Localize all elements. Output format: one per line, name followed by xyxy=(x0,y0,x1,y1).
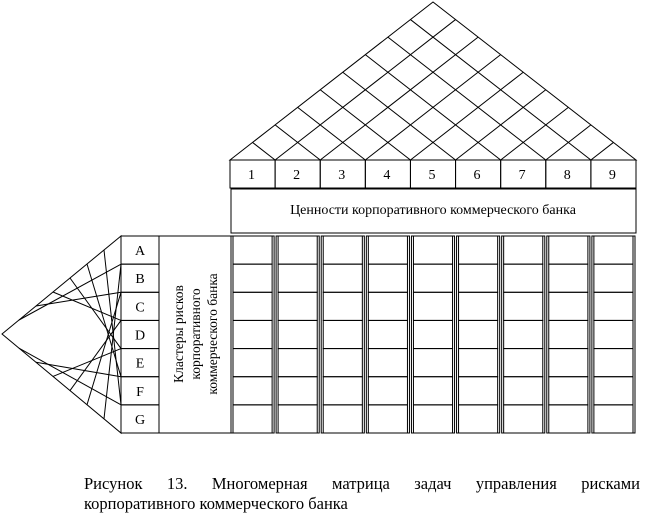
value-column-number: 7 xyxy=(518,168,526,183)
matrix-cell xyxy=(504,349,543,377)
matrix-cell xyxy=(459,377,498,405)
matrix-column-frame xyxy=(321,236,364,433)
left-roof-grid-line xyxy=(19,264,121,320)
matrix-cell xyxy=(368,405,407,433)
matrix-cell xyxy=(323,320,362,348)
matrix-cell xyxy=(233,236,272,264)
matrix-cell xyxy=(368,349,407,377)
risk-row-labels xyxy=(121,236,159,433)
matrix-cell xyxy=(594,405,633,433)
roof-outline xyxy=(230,2,636,160)
matrix-cell xyxy=(233,405,272,433)
matrix-cell xyxy=(233,349,272,377)
caption-line-1: Рисунок 13. Многомерная матрица задач управления рисками xyxy=(84,474,640,493)
matrix-column-frame xyxy=(366,236,409,433)
matrix-cell xyxy=(459,292,498,320)
matrix-cell xyxy=(413,320,452,348)
value-column-number: 6 xyxy=(473,168,481,183)
matrix-cell xyxy=(278,405,317,433)
roof-grid-line xyxy=(298,107,366,160)
matrix-cell xyxy=(594,264,633,292)
matrix-cell xyxy=(549,236,588,264)
value-column-number: 1 xyxy=(248,168,255,183)
matrix-column-frame xyxy=(231,236,274,433)
roof-grid-line xyxy=(591,142,614,160)
matrix-cell xyxy=(278,320,317,348)
matrix-cell xyxy=(549,320,588,348)
matrix-column-frame xyxy=(276,236,319,433)
value-column-number: 2 xyxy=(293,168,301,183)
matrix-cell xyxy=(323,349,362,377)
matrix-cell xyxy=(549,292,588,320)
matrix-cell xyxy=(323,377,362,405)
matrix-cell xyxy=(594,292,633,320)
risk-clusters-line: корпоративного xyxy=(188,288,203,380)
matrix-cell xyxy=(368,292,407,320)
matrix-cell xyxy=(368,377,407,405)
roof-grid-line xyxy=(410,72,523,160)
caption-line-2: корпоративного коммерческого банка xyxy=(84,494,348,513)
matrix-column-frame xyxy=(502,236,545,433)
figure-caption xyxy=(84,474,640,514)
matrix-cell xyxy=(413,377,452,405)
left-roof-grid-line xyxy=(19,348,121,405)
matrix-cell xyxy=(504,405,543,433)
matrix-cell xyxy=(549,377,588,405)
matrix-cell xyxy=(504,292,543,320)
matrix-cell xyxy=(323,264,362,292)
matrix-cell xyxy=(549,264,588,292)
matrix-column-frame xyxy=(547,236,590,433)
matrix-cell xyxy=(368,236,407,264)
risk-row-letter: A xyxy=(134,244,146,260)
matrix-column-frame xyxy=(592,236,635,433)
risk-row-letter: B xyxy=(135,272,145,288)
risk-clusters-line: коммерческого банка xyxy=(205,273,220,395)
column-correlation-roof xyxy=(230,2,636,160)
matrix-cell xyxy=(413,405,452,433)
matrix-cell xyxy=(233,292,272,320)
matrix-cell xyxy=(368,320,407,348)
roof-grid-line xyxy=(501,107,569,160)
roof-grid-line xyxy=(388,37,546,160)
matrix-cell xyxy=(504,320,543,348)
matrix-cell xyxy=(413,264,452,292)
value-column-number: 3 xyxy=(338,168,346,183)
matrix-cell xyxy=(323,405,362,433)
row-correlation-roof xyxy=(2,236,121,433)
matrix-cell xyxy=(459,349,498,377)
roof-grid-line xyxy=(343,72,456,160)
risk-row-letter: C xyxy=(135,300,145,316)
value-column-number: 8 xyxy=(563,168,571,183)
matrix-cell xyxy=(413,349,452,377)
matrix-cell xyxy=(233,377,272,405)
matrix-cell xyxy=(323,292,362,320)
matrix-cell xyxy=(278,236,317,264)
matrix-column-frame xyxy=(457,236,500,433)
matrix-cell xyxy=(459,236,498,264)
value-column-number: 9 xyxy=(608,168,616,183)
matrix-cell xyxy=(278,377,317,405)
matrix-cell xyxy=(504,377,543,405)
matrix-cell xyxy=(549,405,588,433)
risk-clusters-label xyxy=(159,236,231,433)
value-column-number: 5 xyxy=(428,168,436,183)
roof-grid-line xyxy=(253,142,276,160)
matrix-cell xyxy=(459,320,498,348)
matrix-cell xyxy=(594,377,633,405)
risk-row-letter: F xyxy=(136,384,144,400)
matrix-cell xyxy=(413,236,452,264)
matrix-cell xyxy=(459,264,498,292)
risk-row-letter: E xyxy=(135,356,145,372)
value-column-number: 4 xyxy=(383,168,391,183)
values-header-label: Ценности корпоративного коммерческого банка xyxy=(290,203,576,218)
matrix-cell xyxy=(233,320,272,348)
risk-clusters-text xyxy=(171,273,220,394)
matrix-cell xyxy=(594,320,633,348)
matrix-cell xyxy=(459,405,498,433)
matrix-cell xyxy=(278,349,317,377)
matrix-cell xyxy=(413,292,452,320)
values-header xyxy=(231,189,636,233)
matrix-cell xyxy=(233,264,272,292)
matrix-cell xyxy=(504,264,543,292)
left-roof-outline xyxy=(2,236,121,433)
value-column-headers xyxy=(230,160,636,188)
matrix-cell xyxy=(278,292,317,320)
matrix-cell xyxy=(594,349,633,377)
matrix-cell xyxy=(278,264,317,292)
matrix-cell xyxy=(594,236,633,264)
risk-clusters-line: Кластеры рисков xyxy=(171,285,186,383)
roof-grid-line xyxy=(320,37,478,160)
risk-row-letter: D xyxy=(134,328,146,344)
matrix-cell xyxy=(323,236,362,264)
risk-row-letter: G xyxy=(134,412,146,428)
matrix-cell xyxy=(549,349,588,377)
left-roof-grid-line xyxy=(36,292,121,306)
relationship-grid xyxy=(231,236,635,433)
matrix-column-frame xyxy=(411,236,454,433)
matrix-cell xyxy=(504,236,543,264)
matrix-cell xyxy=(368,264,407,292)
